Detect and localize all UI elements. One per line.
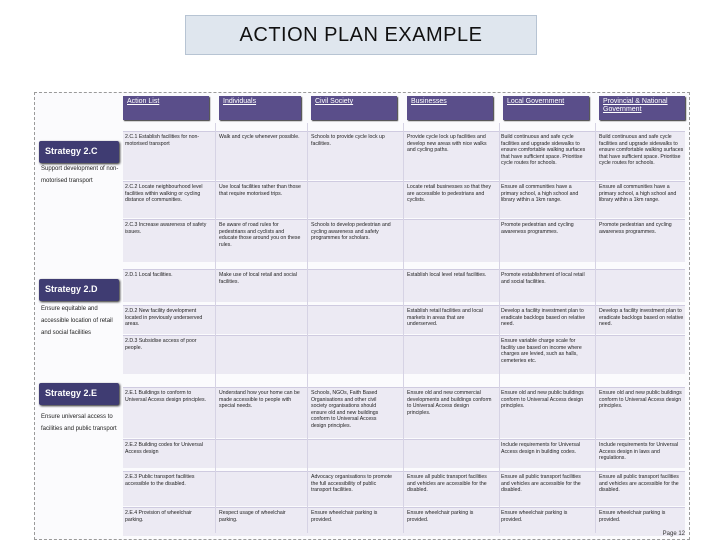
cell-action: 2.D.2 New facility development located in previously underserved areas. xyxy=(125,308,203,328)
cell-civil-society: Schools, NGOs, Faith Based Organisations and other civil society organisations should ensure old and new buildings conform to Universal Access design principles. xyxy=(311,390,379,429)
table-row xyxy=(123,471,685,506)
page-number: Page 12 xyxy=(662,531,685,537)
cell-businesses: Provide cycle lock up facilities and develop new areas with nice walks and cycling paths. xyxy=(407,134,487,154)
cell-businesses: Ensure old and new commercial developments and buildings conform to Universal Access design principles. xyxy=(407,390,492,416)
strategy-description: Ensure universal access to facilities and public transport xyxy=(41,414,117,432)
cell-provincial-national: Ensure old and new public buildings conform to Universal Access design principles. xyxy=(599,390,682,410)
cell-action: 2.C.1 Establish facilities for non-motorised transport xyxy=(125,134,200,147)
cell-local-government: Ensure all public transport facilities and vehicles are accessible for the disabled. xyxy=(501,474,581,494)
table-row xyxy=(123,131,685,180)
table-row xyxy=(123,305,685,334)
cell-businesses: Ensure wheelchair parking is provided. xyxy=(407,510,474,523)
column-divider xyxy=(307,123,308,533)
cell-action: 2.D.1 Local facilities. xyxy=(125,272,173,278)
header-local-government: Local Government xyxy=(503,96,589,120)
cell-businesses: Locate retail businesses so that they are accessible to pedestrians and cyclists. xyxy=(407,184,491,204)
cell-action: 2.D.3 Subsidise access of poor people. xyxy=(125,338,197,351)
cell-individuals: Use local facilities rather than those that require motorised trips. xyxy=(219,184,301,197)
cell-local-government: Promote establishment of local retail and social facilities. xyxy=(501,272,585,285)
cell-civil-society: Ensure wheelchair parking is provided. xyxy=(311,510,378,523)
cell-local-government: Ensure all communities have a primary school, a high school and library within a 1km range. xyxy=(501,184,579,204)
header-provincial-national-government: Provincial & National Government xyxy=(599,96,685,120)
title-box xyxy=(185,15,537,55)
table-row xyxy=(123,181,685,218)
cell-individuals: Understand how your home can be made accessible to people with special needs. xyxy=(219,390,300,410)
table-row xyxy=(123,269,685,302)
header-civil-society: Civil Society xyxy=(311,96,397,120)
header-businesses: Businesses xyxy=(407,96,493,120)
cell-provincial-national: Include requirements for Universal Access design in laws and regulations. xyxy=(599,442,679,462)
header-action-list: Action List xyxy=(123,96,209,120)
cell-individuals: Make use of local retail and social facilities. xyxy=(219,272,297,285)
cell-individuals: Be aware of road rules for pedestrians and cyclists and educate those around you on these rules. xyxy=(219,222,301,248)
cell-provincial-national: Ensure all communities have a primary school, a high school and library within a 1km range. xyxy=(599,184,677,204)
cell-action: 2.C.3 Increase awareness of safety issues. xyxy=(125,222,207,235)
cell-local-government: Ensure variable charge scale for facility use based on income where charges are levied, such as halls, cemeteries etc. xyxy=(501,338,582,364)
column-divider xyxy=(499,123,500,533)
strategy-description: Support development of non-motorised transport xyxy=(41,166,119,184)
column-divider xyxy=(595,123,596,533)
cell-civil-society: Advocacy organisations to promote the full accessibility of public transport facilities. xyxy=(311,474,393,494)
column-divider xyxy=(215,123,216,533)
cell-local-government: Build continuous and safe cycle facilities and upgrade sidewalks to ensure comfortable walking surfaces that have sufficient space. Prioritise cycle routes for schools. xyxy=(501,134,586,167)
cell-local-government: Develop a facility investment plan to eradicate backlogs based on relative need. xyxy=(501,308,586,328)
strategy-label: Strategy 2.D xyxy=(39,279,119,301)
cell-action: 2.C.2 Locate neighbourhood level facilities within walking or cycling distance of communities. xyxy=(125,184,203,204)
header-individuals: Individuals xyxy=(219,96,301,120)
table-row xyxy=(123,507,685,536)
cell-provincial-national: Promote pedestrian and cycling awareness programmes. xyxy=(599,222,672,235)
cell-provincial-national: Ensure all public transport facilities and vehicles are accessible for the disabled. xyxy=(599,474,679,494)
cell-businesses: Establish local level retail facilities. xyxy=(407,272,487,278)
cell-action: 2.E.1 Buildings to conform to Universal Access design principles. xyxy=(125,390,207,403)
strategy-label: Strategy 2.C xyxy=(39,141,119,163)
action-plan-sheet xyxy=(34,92,690,540)
page-title: ACTION PLAN EXAMPLE xyxy=(239,23,483,46)
cell-provincial-national: Ensure wheelchair parking is provided. xyxy=(599,510,666,523)
table-row xyxy=(123,439,685,468)
cell-local-government: Include requirements for Universal Access design in building codes. xyxy=(501,442,581,455)
cell-local-government: Ensure wheelchair parking is provided. xyxy=(501,510,568,523)
strategy-description: Ensure equitable and accessible location of retail and social facilities xyxy=(41,306,113,336)
cell-individuals: Walk and cycle whenever possible. xyxy=(219,134,300,140)
column-divider xyxy=(403,123,404,533)
cell-action: 2.E.3 Public transport facilities accessible to the disabled. xyxy=(125,474,195,487)
strategy-label: Strategy 2.E xyxy=(39,383,119,405)
cell-action: 2.E.2 Building codes for Universal Access design xyxy=(125,442,203,455)
cell-individuals: Respect usage of wheelchair parking. xyxy=(219,510,286,523)
cell-local-government: Ensure old and new public buildings conform to Universal Access design principles. xyxy=(501,390,584,410)
table-row xyxy=(123,387,685,438)
cell-businesses: Ensure all public transport facilities and vehicles are accessible for the disabled. xyxy=(407,474,487,494)
cell-civil-society: Schools to provide cycle lock up facilities. xyxy=(311,134,385,147)
cell-provincial-national: Develop a facility investment plan to eradicate backlogs based on relative need. xyxy=(599,308,684,328)
cell-action: 2.E.4 Provision of wheelchair parking. xyxy=(125,510,192,523)
cell-local-government: Promote pedestrian and cycling awareness programmes. xyxy=(501,222,574,235)
table-row xyxy=(123,335,685,374)
cell-civil-society: Schools to develop pedestrian and cycling awareness and safety programmes for scholars. xyxy=(311,222,391,242)
cell-businesses: Establish retail facilities and local markets in areas that are underserved. xyxy=(407,308,483,328)
table-row xyxy=(123,219,685,262)
cell-provincial-national: Build continuous and safe cycle facilities and upgrade sidewalks to ensure comfortable walking surfaces that have sufficient space. Prioritise cycle routes for schools. xyxy=(599,134,684,167)
